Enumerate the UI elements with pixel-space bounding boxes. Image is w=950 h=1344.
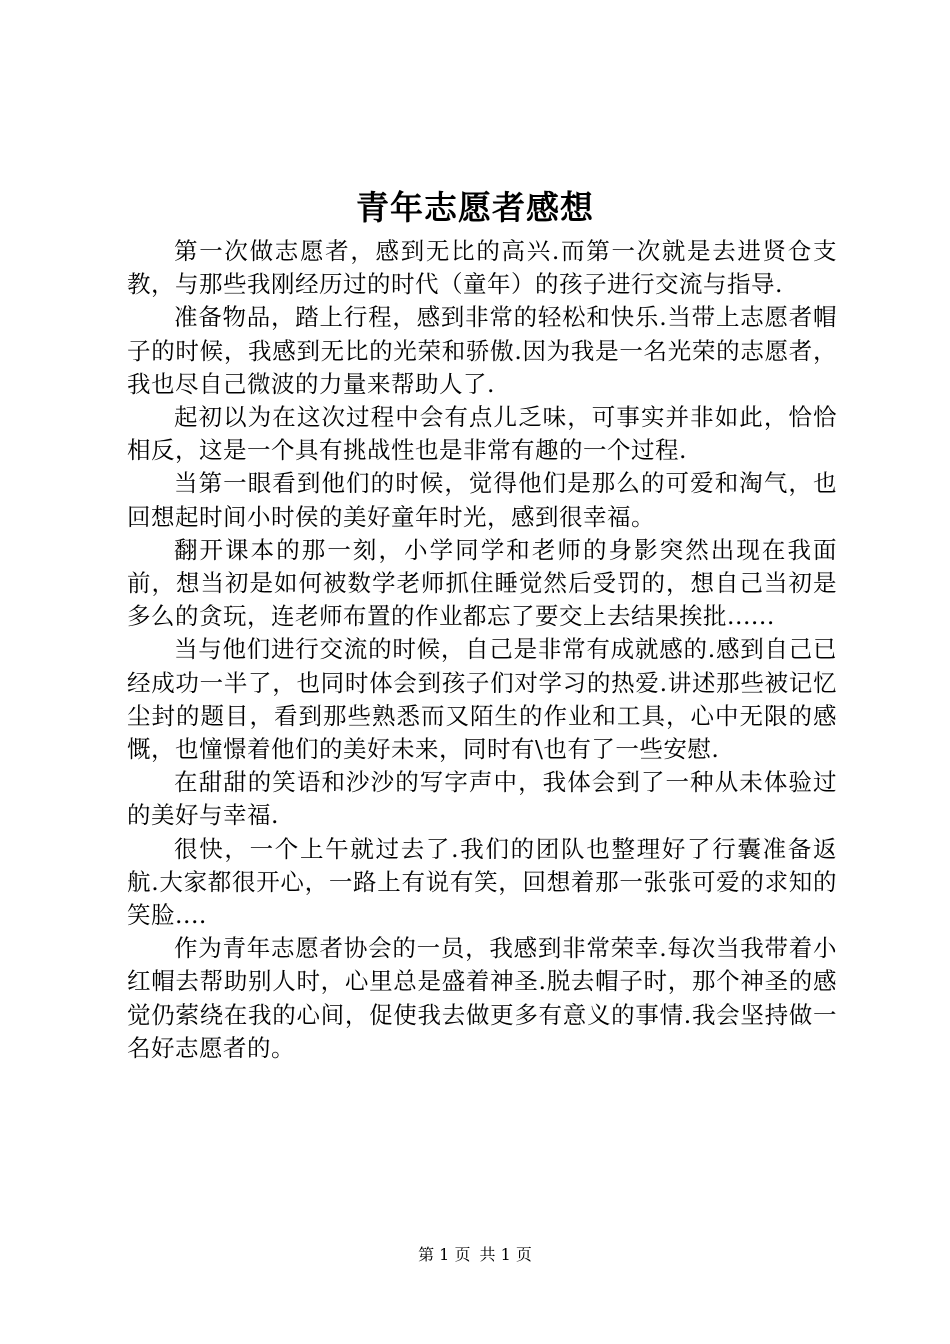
paragraph: 当与他们进行交流的时候，自己是非常有成就感的.感到自己已经成功一半了，也同时体会到孩子们对学习的热爱.讲述那些被记忆尘封的题目，看到那些熟悉而又陌生的作业和工具，心中无限的感慨，也憧憬着他们的美好未来，同时有\也有了一些安慰. <box>127 635 837 764</box>
paragraph: 翻开课本的那一刻，小学同学和老师的身影突然出现在我面前，想当初是如何被数学老师抓住睡觉然后受罚的，想自己当初是多么的贪玩，连老师布置的作业都忘了要交上去结果挨批...... <box>127 535 837 631</box>
paragraph: 第一次做志愿者，感到无比的高兴.而第一次就是去进贤仓支教，与那些我刚经历过的时代（童年）的孩子进行交流与指导. <box>127 237 837 299</box>
document-body <box>127 235 837 1065</box>
paragraph: 在甜甜的笑语和沙沙的写字声中，我体会到了一种从未体验过的美好与幸福. <box>127 768 837 830</box>
page-number: 第 1 页 <box>418 1245 471 1264</box>
paragraph: 作为青年志愿者协会的一员，我感到非常荣幸.每次当我带着小红帽去帮助别人时，心里总是盛着神圣.脱去帽子时，那个神圣的感觉仍萦绕在我的心间，促使我去做更多有意义的事情.我会坚持做一名好志愿者的。 <box>127 934 837 1062</box>
paragraph: 很快，一个上午就过去了.我们的团队也整理好了行囊准备返航.大家都很开心，一路上有说有笑，回想着那一张张可爱的求知的笑脸.... <box>127 834 837 930</box>
page-footer <box>0 1245 950 1265</box>
paragraph: 准备物品，踏上行程，感到非常的轻松和快乐.当带上志愿者帽子的时候，我感到无比的光荣和骄傲.因为我是一名光荣的志愿者，我也尽自己微波的力量来帮助人了. <box>127 303 837 398</box>
paragraph: 当第一眼看到他们的时候，觉得他们是那么的可爱和淘气，也回想起时间小时侯的美好童年时光，感到很幸福。 <box>127 469 837 531</box>
document-title: 青年志愿者感想 <box>356 188 594 227</box>
page-total: 共 1 页 <box>479 1245 532 1264</box>
paragraph: 起初以为在这次过程中会有点儿乏味，可事实并非如此，恰恰相反，这是一个具有挑战性也是非常有趣的一个过程. <box>127 403 837 465</box>
